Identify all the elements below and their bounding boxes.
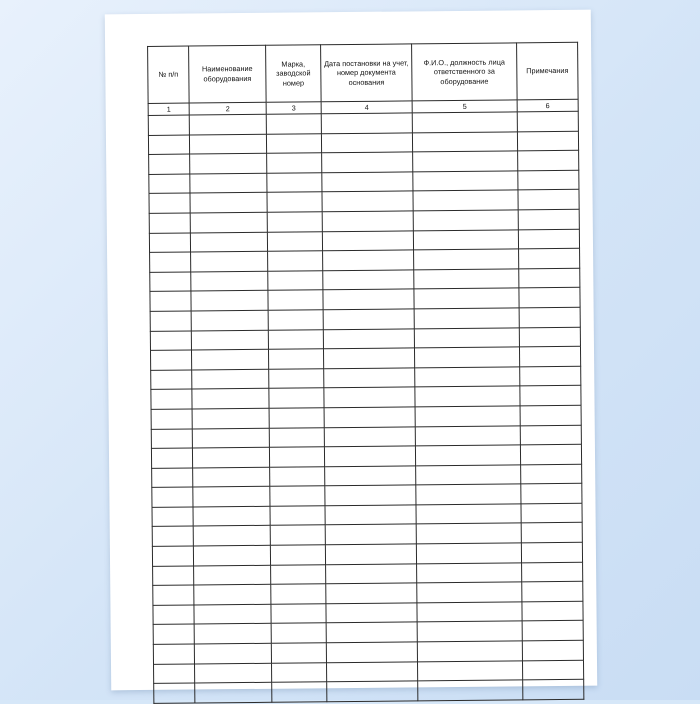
table-cell [523,680,584,700]
table-cell [414,327,519,348]
table-cell [517,111,578,131]
table-cell [271,623,326,643]
table-cell [416,484,521,505]
column-number-2: 2 [189,102,266,115]
table-cell [325,485,416,505]
table-cell [519,327,580,347]
table-cell [323,289,414,309]
table-cell [150,350,191,370]
table-cell [191,310,268,330]
table-cell [194,585,271,605]
table-cell [151,409,192,429]
table-cell [522,582,583,602]
table-cell [416,504,521,525]
table-cell [326,603,417,623]
table-cell [322,152,413,172]
table-cell [150,331,191,351]
table-cell [194,643,271,663]
table-cell [519,307,580,327]
table-cell [418,680,523,701]
table-cell [519,346,580,366]
column-number-3: 3 [266,102,321,115]
table-cell [417,621,522,642]
table-cell [149,233,190,253]
table-cell [267,231,322,251]
table-cell [154,683,195,703]
table-cell [266,133,321,153]
table-cell [519,268,580,288]
table-cell [412,112,517,133]
table-cell [194,604,271,624]
table-cell [322,211,413,231]
table-cell [149,174,190,194]
table-cell [520,386,581,406]
table-cell [151,370,192,390]
table-cell [521,523,582,543]
table-cell [192,389,269,409]
table-cell [521,503,582,523]
table-cell [153,624,194,644]
table-cell [522,601,583,621]
table-cell [152,507,193,527]
table-cell [323,309,414,329]
table-cell [269,388,324,408]
table-cell [149,193,190,213]
table-cell [518,190,579,210]
table-cell [148,115,189,135]
document-page [105,10,597,691]
table-cell [269,427,324,447]
table-cell [414,308,519,329]
table-cell [270,466,325,486]
table-cell [189,134,266,154]
table-cell [324,368,415,388]
column-number-1: 1 [148,103,189,115]
table-cell [415,425,520,446]
table-cell [414,347,519,368]
table-cell [191,349,268,369]
table-cell [517,131,578,151]
table-cell [520,425,581,445]
table-cell [417,602,522,623]
column-number-6: 6 [517,99,578,112]
table-cell [323,250,414,270]
table-cell [151,389,192,409]
table-cell [416,465,521,486]
table-cell [521,542,582,562]
table-cell [271,564,326,584]
table-cell [270,506,325,526]
table-cell [413,171,518,192]
table-cell [325,466,416,486]
table-cell [193,467,270,487]
table-cell [153,605,194,625]
table-cell [268,329,323,349]
table-cell [325,544,416,564]
table-cell [522,640,583,660]
table-cell [153,585,194,605]
table-cell [190,173,267,193]
table-cell [191,251,268,271]
table-cell [518,209,579,229]
table-cell [191,291,268,311]
table-cell [269,408,324,428]
table-cell [268,271,323,291]
table-cell [272,682,327,702]
table-cell [417,660,522,681]
table-cell [271,643,326,663]
table-cell [194,565,271,585]
table-body [148,111,584,703]
table-cell [518,150,579,170]
table-cell [415,386,520,407]
table-cell [191,330,268,350]
table-cell [271,662,326,682]
table-cell [415,406,520,427]
table-cell [417,582,522,603]
table-cell [323,270,414,290]
table-cell [152,487,193,507]
table-cell [193,487,270,507]
table-cell [413,210,518,231]
table-cell [267,173,322,193]
table-cell [269,368,324,388]
table-cell [151,448,192,468]
table-cell [413,229,518,250]
table-cell [189,114,266,134]
table-cell [154,664,195,684]
table-cell [153,566,194,586]
table-cell [150,252,191,272]
column-header-number: № п/п [148,46,190,103]
table-cell [522,562,583,582]
table-cell [150,291,191,311]
table-cell [190,232,267,252]
table-cell [270,525,325,545]
table-cell [326,622,417,642]
table-cell [321,113,412,133]
table-cell [149,213,190,233]
column-number-4: 4 [321,101,412,114]
table-cell [415,367,520,388]
table-cell [324,446,415,466]
table-cell [190,212,267,232]
table-cell [417,641,522,662]
table-cell [192,428,269,448]
table-cell [518,170,579,190]
table-cell [151,429,192,449]
table-cell [327,681,418,701]
table-cell [152,526,193,546]
table-cell [322,172,413,192]
table-cell [152,546,193,566]
table-cell [326,564,417,584]
table-cell [326,662,417,682]
column-header-brand-serial: Марка, заводской номер [266,45,322,103]
table-cell [271,584,326,604]
table-cell [519,288,580,308]
table-cell [415,445,520,466]
table-cell [326,642,417,662]
table-cell [192,447,269,467]
table-cell [193,545,270,565]
table-cell [520,405,581,425]
table-cell [148,135,189,155]
table-cell [191,271,268,291]
table-cell [194,624,271,644]
table-cell [414,269,519,290]
table-cell [416,523,521,544]
table-cell [413,190,518,211]
table-cell [521,484,582,504]
table-cell [268,290,323,310]
table-cell [193,526,270,546]
table-cell [322,191,413,211]
table-cell [417,563,522,584]
column-header-registration-date: Дата постановки на учет, номер документа основания [321,44,413,102]
table-header-row [148,42,579,103]
column-number-5: 5 [412,100,517,113]
column-header-equipment-name: Наименование оборудования [189,45,267,103]
table-cell [190,153,267,173]
table-cell [522,621,583,641]
table-head [148,42,579,115]
table-cell [268,251,323,271]
table-cell [518,229,579,249]
table-cell [271,604,326,624]
table-cell [326,583,417,603]
table-cell [192,408,269,428]
table-cell [325,505,416,525]
table-cell [414,249,519,270]
table-cell [267,192,322,212]
table-cell [270,545,325,565]
table-cell [519,248,580,268]
table-cell [324,387,415,407]
table-cell [267,153,322,173]
table-cell [522,660,583,680]
table-cell [416,543,521,564]
table-cell [153,644,194,664]
equipment-register-table-wrapper [147,42,569,704]
table-cell [193,506,270,526]
table-cell [325,524,416,544]
table-cell [321,132,412,152]
equipment-register-table [147,42,584,704]
table-cell [414,288,519,309]
table-cell [322,230,413,250]
column-header-responsible-person: Ф.И.О., должность лица ответственного за оборудование [412,43,518,101]
table-cell [266,114,321,134]
table-cell [152,468,193,488]
table-cell [269,447,324,467]
table-cell [195,663,272,683]
table-cell [192,369,269,389]
table-cell [413,151,518,172]
table-cell [270,486,325,506]
column-header-notes: Примечания [517,42,579,100]
table-cell [520,444,581,464]
table-cell [149,154,190,174]
table-cell [268,349,323,369]
table-cell [324,407,415,427]
table-cell [150,311,191,331]
table-cell [190,193,267,213]
table-cell [520,366,581,386]
table-cell [323,348,414,368]
table-cell [324,426,415,446]
table-cell [150,272,191,292]
table-cell [268,310,323,330]
table-cell [323,328,414,348]
table-cell [267,212,322,232]
table-cell [521,464,582,484]
table-cell [412,131,517,152]
